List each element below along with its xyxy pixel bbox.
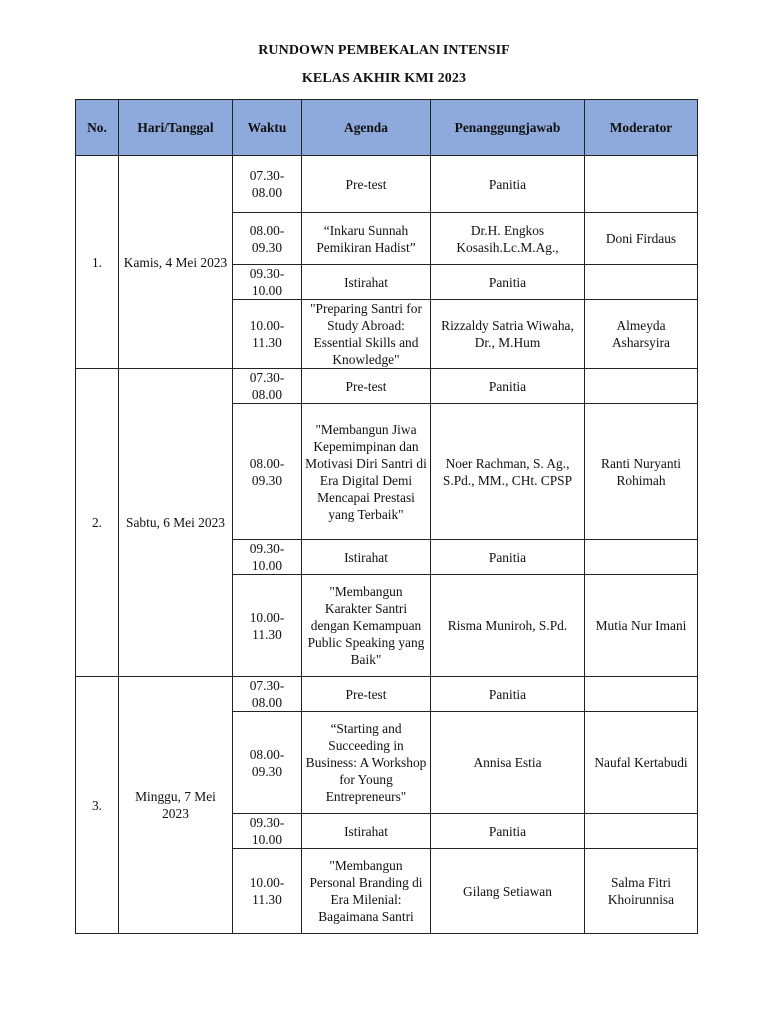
session-pic: Panitia: [431, 265, 585, 300]
session-time: 09.30-10.00: [233, 540, 302, 575]
table-row: [76, 677, 698, 712]
session-pic: Noer Rachman, S. Ag., S.Pd., MM., CHt. CPSP: [431, 404, 585, 540]
session-moderator: [585, 814, 698, 849]
day-number: 1.: [76, 156, 119, 369]
document-title: RUNDOWN PEMBEKALAN INTENSIF: [258, 43, 510, 58]
session-agenda: "Preparing Santri for Study Abroad: Essential Skills and Knowledge": [302, 300, 431, 369]
session-moderator: [585, 540, 698, 575]
session-pic: Rizzaldy Satria Wiwaha, Dr., M.Hum: [431, 300, 585, 369]
session-time: 07.30-08.00: [233, 369, 302, 404]
header-time: Waktu: [233, 100, 302, 156]
session-agenda: Pre-test: [302, 369, 431, 404]
table-header-row: [76, 100, 698, 156]
rundown-table: [75, 99, 698, 934]
header-agenda: Agenda: [302, 100, 431, 156]
session-time: 10.00-11.30: [233, 300, 302, 369]
session-agenda: “Inkaru Sunnah Pemikiran Hadist”: [302, 213, 431, 265]
day-number: 2.: [76, 369, 119, 677]
session-time: 07.30-08.00: [233, 156, 302, 213]
session-time: 08.00-09.30: [233, 213, 302, 265]
session-pic: Annisa Estia: [431, 712, 585, 814]
session-pic: Panitia: [431, 540, 585, 575]
session-moderator: Mutia Nur Imani: [585, 575, 698, 677]
day-date: Kamis, 4 Mei 2023: [119, 156, 233, 369]
session-agenda: Istirahat: [302, 814, 431, 849]
session-time: 10.00-11.30: [233, 575, 302, 677]
session-pic: Dr.H. Engkos Kosasih.Lc.M.Ag.,: [431, 213, 585, 265]
session-time: 09.30-10.00: [233, 265, 302, 300]
session-agenda: "Membangun Personal Branding di Era Milenial: Bagaimana Santri: [302, 849, 431, 934]
session-moderator: [585, 265, 698, 300]
session-time: 08.00-09.30: [233, 712, 302, 814]
session-moderator: Naufal Kertabudi: [585, 712, 698, 814]
header-no: No.: [76, 100, 119, 156]
session-pic: Risma Muniroh, S.Pd.: [431, 575, 585, 677]
session-pic: Panitia: [431, 369, 585, 404]
session-time: 10.00-11.30: [233, 849, 302, 934]
session-moderator: Almeyda Asharsyira: [585, 300, 698, 369]
header-pic: Penanggungjawab: [431, 100, 585, 156]
day-date: Minggu, 7 Mei 2023: [119, 677, 233, 934]
table-row: [76, 369, 698, 404]
session-pic: Panitia: [431, 677, 585, 712]
session-moderator: Doni Firdaus: [585, 213, 698, 265]
session-time: 09.30-10.00: [233, 814, 302, 849]
session-agenda: "Membangun Jiwa Kepemimpinan dan Motivasi Diri Santri di Era Digital Demi Mencapai Prestasi yang Terbaik": [302, 404, 431, 540]
day-number: 3.: [76, 677, 119, 934]
header-day: Hari/Tanggal: [119, 100, 233, 156]
session-moderator: [585, 677, 698, 712]
table-row: [76, 156, 698, 213]
session-moderator: [585, 156, 698, 213]
session-time: 08.00-09.30: [233, 404, 302, 540]
session-agenda: Pre-test: [302, 677, 431, 712]
session-agenda: "Membangun Karakter Santri dengan Kemampuan Public Speaking yang Baik": [302, 575, 431, 677]
session-agenda: Pre-test: [302, 156, 431, 213]
session-pic: Panitia: [431, 814, 585, 849]
session-pic: Panitia: [431, 156, 585, 213]
session-moderator: Ranti Nuryanti Rohimah: [585, 404, 698, 540]
session-moderator: [585, 369, 698, 404]
session-time: 07.30-08.00: [233, 677, 302, 712]
day-date: Sabtu, 6 Mei 2023: [119, 369, 233, 677]
session-pic: Gilang Setiawan: [431, 849, 585, 934]
session-agenda: Istirahat: [302, 265, 431, 300]
session-agenda: Istirahat: [302, 540, 431, 575]
header-moderator: Moderator: [585, 100, 698, 156]
session-agenda: “Starting and Succeeding in Business: A Workshop for Young Entrepreneurs": [302, 712, 431, 814]
session-moderator: Salma Fitri Khoirunnisa: [585, 849, 698, 934]
document-subtitle: KELAS AKHIR KMI 2023: [301, 71, 467, 86]
